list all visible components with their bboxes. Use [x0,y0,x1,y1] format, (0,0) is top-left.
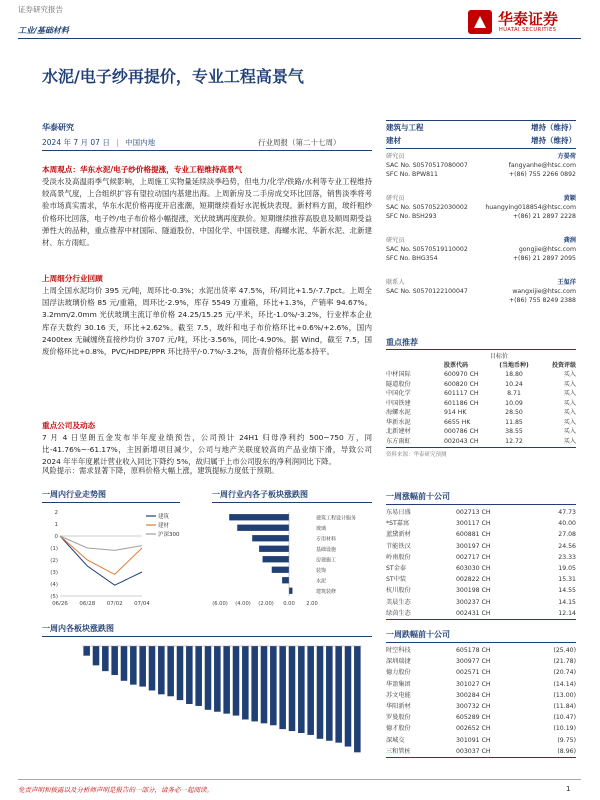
stock-code: 300284 CH [456,691,491,699]
target-price: 38.55 [505,428,523,435]
meta-rule [42,150,372,151]
bar [270,646,277,725]
stock-code: 002713 CH [456,509,491,516]
col-rating: 投资评级 [551,362,576,369]
bar [214,646,221,712]
rating-value: 增持（维持） [531,123,576,132]
stock-name: 隧道股份 [386,380,411,388]
gainers-title: 一周涨幅前十公司 [386,492,450,501]
pct-change: (10.19) [553,725,576,733]
bar [272,567,289,573]
mover-row [386,723,576,734]
pct-change: (9.75) [557,736,576,744]
rating: 买入 [563,409,576,416]
legend-label: 建筑 [158,514,170,520]
stock-code: 300977 CH [456,658,491,666]
pct-change: 14.15 [558,598,576,606]
stock-name: 罗曼股份 [386,714,411,722]
bar [307,646,314,735]
section1-heading: 本周观点：华东水泥/电子纱价格提涨，专业工程维持高景气 [42,165,243,174]
bar [83,646,90,656]
stock-code: 300237 CH [456,598,491,606]
bar [279,646,286,729]
stock-code: 600881 CH [456,531,491,539]
mover-row [386,679,576,690]
recommend-row [386,380,576,390]
legend-label: 沪深300 [158,532,180,538]
analyst-card [386,194,576,236]
analyst-role: 研究员 [386,237,405,244]
chart3-title: 一周内各板块涨跌图 [42,624,114,633]
mover-row [386,585,576,596]
stock-name: 苏文电能 [386,691,411,699]
y-tick-label: (5) [50,594,58,600]
bar [158,646,165,694]
rating: 买入 [563,380,576,388]
analyst-name: 方晏荷 [557,153,576,160]
rating-row [386,121,576,134]
y-tick-label: (4) [50,582,58,588]
pct-change: 24.56 [558,542,576,550]
bar [252,535,289,541]
recommend-table [386,351,576,458]
analyst-sac: SAC No. S0570122100047 [386,288,468,295]
y-tick-label: 2 [54,510,58,516]
bar-label: 装饰 [316,567,327,574]
bar [237,525,289,531]
target-price: 10.24 [505,380,523,388]
rating-sector: 建材 [386,136,401,145]
analyst-email[interactable]: wangxijie@htsc.com [512,288,576,295]
bar [111,646,118,675]
analyst-sfc: SFC No. BPW811 [386,171,438,178]
pct-change: 27.08 [558,531,576,539]
losers-table [386,645,576,758]
mover-row [386,712,576,723]
bar [335,646,342,743]
bar-label: 专用材料 [316,536,337,543]
stock-code: 600820 CH [444,380,479,388]
analyst-phone: +(86) 21 2897 2095 [512,255,576,262]
analyst-phone: +(86) 755 8249 2388 [508,297,576,304]
ratings-box [386,121,576,147]
stock-name: 蓝黛新材 [386,531,411,539]
mover-row [386,690,576,701]
bar [261,646,268,723]
analyst-email[interactable]: gongjie@htsc.com [518,246,576,253]
bar [93,646,100,665]
recommend-row [386,389,576,399]
mover-row [386,656,576,667]
pct-change: (11.84) [553,702,576,710]
analyst-role: 研究员 [386,195,405,202]
logo-mark-icon [466,8,494,36]
analyst-sfc: SFC No. BSH293 [386,213,437,220]
analyst-sac: SAC No. S0570522030002 [386,204,468,211]
bar [177,646,184,700]
analyst-sac: SAC No. S0570517080007 [386,162,468,169]
stock-code: 605178 CH [456,647,491,654]
analyst-sfc: SFC No. BHG354 [386,255,438,262]
target-price: 18.80 [505,371,523,378]
bar [282,577,289,583]
bar [139,646,146,687]
bar [205,646,212,710]
rating: 买入 [563,399,576,407]
stock-code: 301091 CH [456,736,491,744]
bar [298,646,305,733]
stock-name: 德力股份 [386,669,411,677]
bar-label: 水泥 [316,578,327,585]
stock-name: 海螺水泥 [386,409,411,416]
stock-code: 002571 CH [456,669,491,677]
series-line [60,536,142,585]
analyst-email[interactable]: fangyanhe@htsc.com [508,162,576,169]
stock-name: 岭南股份 [386,553,411,561]
risk-note: 风险提示：需求显著下降，原料价格大幅上涨，建筑提标力度低于预期。 [42,466,279,475]
stock-name: 中国铁建 [386,399,411,407]
table-rule [386,757,576,758]
mover-row [386,746,576,757]
recommend-row [386,399,576,409]
stock-name: 东方雨虹 [386,437,411,445]
section3-heading: 重点公司及动态 [42,421,96,430]
col-target: 目标价 [489,353,508,360]
stock-name: 三和管桩 [386,747,411,755]
chart1-title: 一周内行业走势图 [42,490,106,499]
mover-row [386,735,576,746]
subsector-bar-chart [212,506,372,614]
x-tick-label: 2.00 [306,601,318,607]
stock-name: 华新水泥 [386,418,411,426]
mover-row [386,608,576,619]
stock-code: 605289 CH [456,714,491,722]
section1-body: 受淡水及高温雨季气候影响，上周施工实物量延续淡季趋势，但电力/化学/铁路/水利等专业工程维持较高景气度，上合组织扩容有望拉动国内基建出海。上周新房及二手房成交环比回落，销售淡季将考验市场真实需求，华东水泥价格再度开启涨潮，短期继续看好水泥板块表现。新材料方面，玻纤粗纱价格环比回落，电子纱/电子布价格小幅提涨，光伏玻璃再度跌价。短期继续推荐高股息及顺周期受益弹性大的品种，重点推荐中材国际、隧道股份、中国化学、中国铁建、海螺水泥、华新水泥、北新建材、东方雨虹。 [42,177,372,248]
bar [130,646,137,685]
analyst-role: 联系人 [386,279,405,286]
analyst-email[interactable]: huangying018854@htsc.com [485,204,576,211]
bar-label: 基础设施 [316,546,337,553]
stock-code: 002431 CH [456,609,491,617]
stock-code: 300198 CH [456,587,491,595]
rating-value: 增持（维持） [531,136,576,145]
stock-code: 300117 CH [456,520,491,528]
rating: 买入 [563,418,576,426]
pct-change: 19.05 [558,564,576,572]
rating: 买入 [563,437,576,445]
y-tick-label: 1 [54,522,58,528]
stock-name: 德才股份 [386,725,411,733]
x-tick-label: 0.00 [283,601,295,607]
stock-code: 601117 CH [444,390,479,397]
rating-sector: 建筑与工程 [386,123,424,132]
analyst-phone: +(86) 755 2266 0892 [508,171,576,178]
bar [223,646,230,714]
firm-name: 华泰研究 [42,123,74,132]
y-tick-label: (2) [50,558,58,564]
x-tick-label: (2.00) [258,601,274,607]
analyst-card [386,278,576,310]
stock-name: *ST嘉寓 [386,520,410,528]
bar [289,646,296,731]
gainers-rule [386,504,576,505]
mover-row [386,574,576,585]
target-price: 10.09 [505,399,523,407]
bar [233,646,240,716]
stock-name: 华阳新材 [386,702,411,710]
mover-row [386,597,576,608]
analyst-sac: SAC No. S0570519110002 [386,246,468,253]
x-tick-label: (4.00) [235,601,251,607]
category-label: 工业/基础材料 [18,26,69,35]
pct-change: 12.14 [558,609,576,617]
table-rule [386,619,576,620]
stock-name: ST金泰 [386,564,407,572]
section3-body: 7 月 4 日坚朗五金发布半年度业绩预告，公司预计 24H1 归母净利约 500~750 万，同比-41.76%~-61.17%，主因新增项目减少，公司与地产关联度较高的产品业绩下滑，导致公司 2024 年半年度累计营业收入同比下降约 5%，故归属于上市公司股东的净利润同比下降。 [42,433,372,467]
analyst-card [386,152,576,194]
pct-change: 47.73 [558,509,576,516]
bar [263,556,289,562]
industry-trend-chart [42,506,180,614]
pct-change: (21.78) [553,658,576,666]
footer-rule [18,779,581,780]
pct-change: (25.40) [553,647,576,654]
target-price: 12.72 [505,437,523,445]
section2-heading: 上周细分行业回顾 [42,274,103,283]
stock-name: 东易日盛 [386,509,411,516]
losers-rule [386,642,576,643]
stock-name: 北新建材 [386,428,411,435]
stock-code: 603030 CH [456,564,491,572]
gainers-table [386,507,576,620]
stock-name: 深城交 [386,736,405,744]
analyst-name: 王玺洋 [557,279,576,286]
bar-label: 建筑装修 [316,588,337,595]
mover-row [386,518,576,529]
legend-label: 建材 [158,523,170,529]
x-tick-label: 06/26 [52,601,68,607]
bar [149,646,156,690]
stock-code: 002717 CH [456,553,491,561]
page-number: 1 [566,785,571,793]
bar [167,646,174,696]
stock-name: 节能铁汉 [386,542,411,550]
analyst-phone: +(86) 21 2897 2228 [512,213,576,220]
pct-change: (8.96) [557,747,576,755]
rating: 买入 [563,371,576,378]
pct-change: (10.47) [553,714,576,722]
disclaimer: 免责声明和披露以及分析师声明是报告的一部分，请务必一起阅读。 [18,786,213,794]
stock-code: 002822 CH [456,576,491,584]
chart1-rule [42,502,180,503]
stock-code: 002652 CH [456,725,491,733]
x-tick-label: (6.00) [212,601,228,607]
series-line [60,536,142,550]
rating-row [386,134,576,147]
stock-code: 002043 CH [444,437,479,445]
stock-code: 300732 CH [456,702,491,710]
pct-change: (20.74) [553,669,576,677]
report-type: 证券研究报告 [18,5,63,14]
stock-code: 003037 CH [456,747,491,755]
stock-code: 301027 CH [456,680,491,688]
stock-code: 600970 CH [444,371,479,378]
x-tick-label: 07/04 [134,601,150,607]
target-price: 28.50 [505,409,523,416]
mover-row [386,701,576,712]
region-text: 中国内地 [125,138,156,147]
mover-row [386,541,576,552]
pct-change: (14.14) [553,680,576,688]
stock-name: ST中装 [386,576,407,584]
stock-name: 杭川股份 [386,587,411,595]
y-tick-label: 0 [54,534,58,540]
bar-label: 房建施工 [316,557,337,564]
stock-name: 绿茵生态 [386,609,411,617]
pct-change: 23.33 [558,553,576,561]
section2-body: 上周全国水泥均价 395 元/吨，周环比-0.3%；水泥出货率 47.5%，环/同比+1.5/-7.7pct。上周全国浮法玻璃价格 85 元/重箱，周环比-2.9%，库存 5549 万重箱，环比+1.3%，产销率 94.67%。3.2mm/2.0mm 光伏玻璃主流订单价格 24.25/15.25 元/平米，环比-1.0%/-3.2%，行业样本企业库存天数约 30.16 天，环比+2.62%。截至 7.5，玻纤和电子布价格环比+0.6%/+2.6%，国内 2400tex 无碱缠绕直接纱均价 3707 元/吨，环比-3.56%，同比-4.90%。据 Wind，截至 7.5，国废价格环比+0.8%，PVC/HDPE/PPR 环比持平/-0.7%/-3.2%，沥青价格环比基本持平。 [42,286,372,357]
bar [195,646,202,706]
sector-bar-chart [42,640,372,770]
report-date: 2024 年 7 月 07 日 | 中国内地 [42,138,156,147]
pct-change: 15.31 [558,576,576,584]
chart2-rule [212,502,372,503]
stock-code: 914 HK [444,409,467,416]
mover-row [386,667,576,678]
recommend-rows [386,370,576,446]
rating-rule-bottom [386,148,576,149]
stock-code: 000786 CH [444,428,479,435]
recommend-row [386,370,576,380]
col-price: (当地币种) [499,362,529,369]
analyst-name: 黄颖 [563,195,576,202]
recommend-title: 重点推荐 [386,338,418,347]
logo [466,8,578,36]
recommend-row [386,427,576,437]
pct-change: 14.55 [558,587,576,595]
analyst-card [386,236,576,278]
recommend-row [386,437,576,447]
bar [242,646,249,719]
pct-change: (13.00) [553,691,576,699]
y-tick-label: (3) [50,570,58,576]
recommend-row [386,418,576,428]
stock-code: 6655 HK [444,418,471,426]
bar [354,646,361,752]
stock-code: 300197 CH [456,542,491,550]
analyst-list [386,152,576,310]
bar [229,514,289,520]
analyst-name: 龚润 [563,237,576,244]
bar [317,646,324,739]
bar [289,588,292,594]
recommend-source: 资料来源：华泰研究预测 [386,452,447,458]
y-tick-label: (1) [50,546,58,552]
mover-row [386,645,576,656]
x-tick-label: 06/28 [79,601,96,607]
pct-change: 40.00 [558,520,576,528]
stock-name: 中材国际 [386,371,411,378]
recommend-row [386,408,576,418]
stock-name: 华盈集团 [386,680,411,688]
stock-name: 美晨生态 [386,598,411,606]
bar [251,646,258,721]
stock-name: 时空科技 [386,647,411,654]
header-rule [18,38,581,39]
report-kind: 行业周报（第二十七周） [258,138,341,147]
bar [121,646,128,681]
bar [259,546,289,552]
logo-text: 华泰证券 [498,10,559,28]
recommend-header [386,360,576,370]
target-price: 8.71 [507,390,521,397]
stock-name: 中国化学 [386,390,411,397]
bar-label: 玻璃 [316,525,327,532]
mover-row [386,563,576,574]
bar [102,646,109,671]
mover-row [386,552,576,563]
x-tick-label: 07/02 [106,601,123,607]
date-text: 2024 年 7 月 07 日 [42,138,110,147]
bar [186,646,193,704]
col-code: 股票代码 [444,362,469,369]
mover-row [386,529,576,540]
analyst-role: 研究员 [386,153,405,160]
bar-label: 建筑工程设计服务 [316,515,357,522]
chart2-title: 一周行业内各子板块涨跌图 [212,490,308,499]
stock-code: 601186 CH [444,399,479,407]
bar [345,646,352,747]
recommend-rule [386,349,576,350]
target-price: 11.85 [505,418,523,426]
mover-row [386,507,576,518]
logo-subtext: HUATAI SECURITIES [499,27,557,33]
rating: 买入 [563,390,576,397]
stock-name: 深圳瑞捷 [386,658,411,666]
chart3-rule [42,636,372,637]
page-title: 水泥/电子纱再提价，专业工程高景气 [42,67,304,86]
rating: 买入 [563,428,576,435]
bar [326,646,333,741]
losers-title: 一周跌幅前十公司 [386,630,450,639]
